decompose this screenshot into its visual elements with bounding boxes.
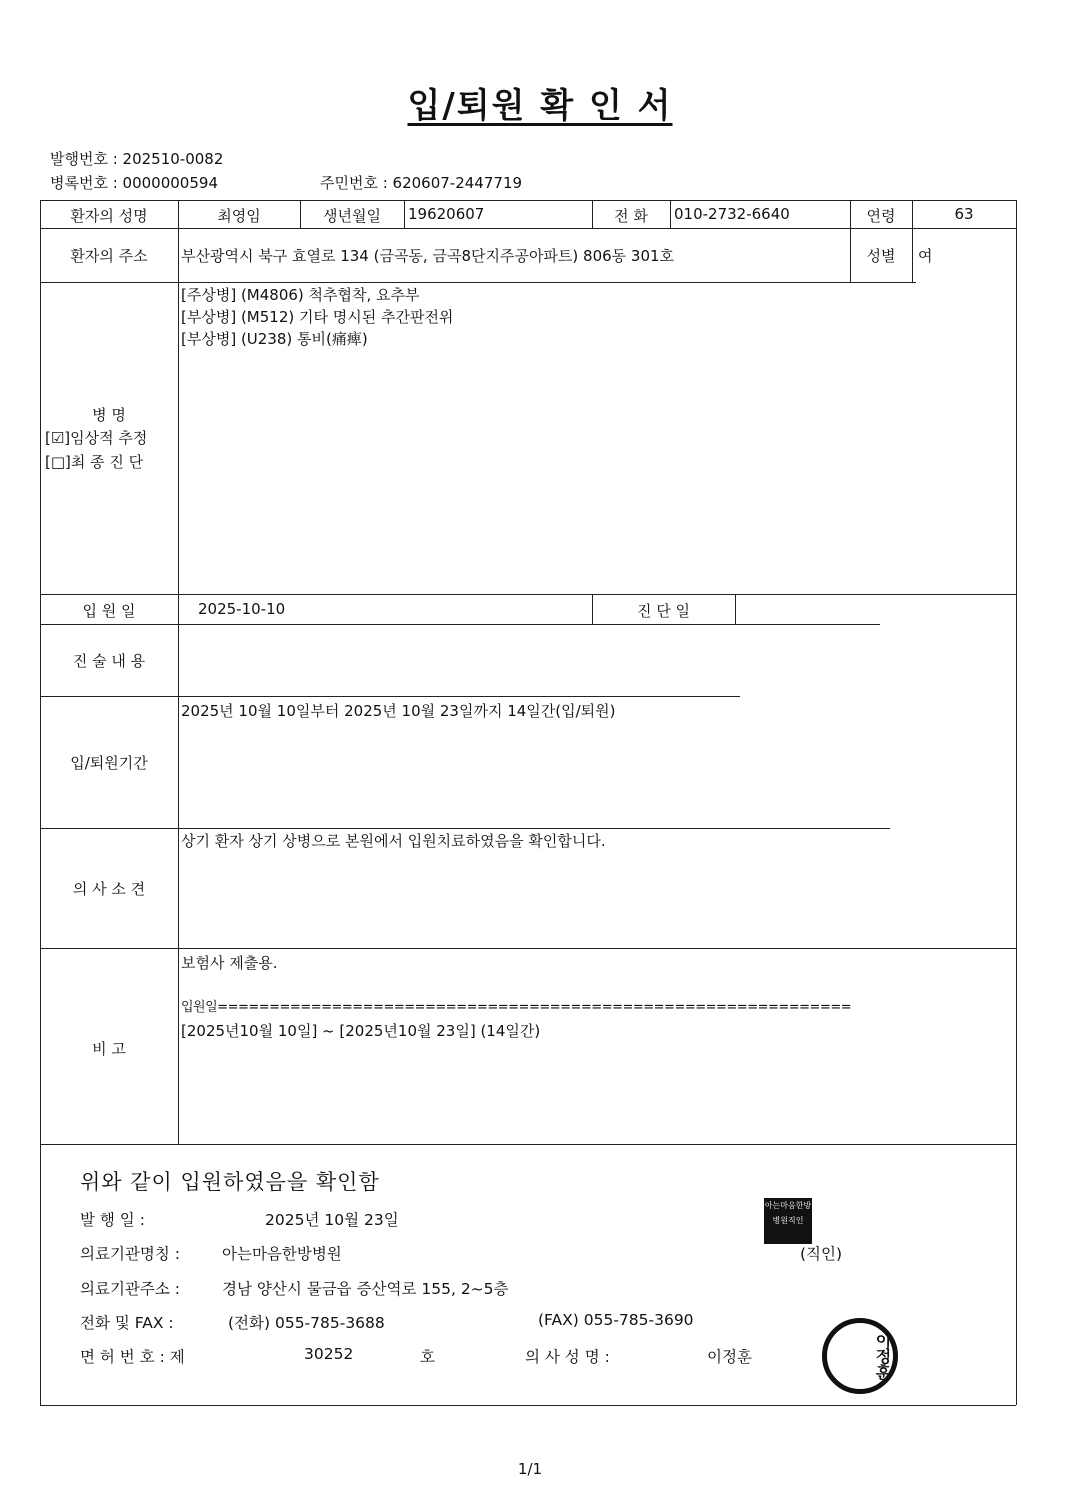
issue-date: 2025년 10월 23일	[265, 1211, 399, 1229]
license-suffix: 호	[420, 1348, 435, 1366]
final-diagnosis-checkbox: [□]최 종 진 단	[45, 453, 144, 471]
opinion-label: 의 사 소 견	[72, 880, 146, 898]
institution-name-label: 의료기관명칭 :	[80, 1245, 180, 1263]
address: 부산광역시 북구 효열로 134 (금곡동, 금곡8단지주공아파트) 806동 301호	[181, 247, 675, 265]
name-label: 환자의 성명	[70, 207, 148, 225]
doctor-seal: 이정훈	[822, 1318, 898, 1394]
birth-date: 19620607	[408, 205, 485, 223]
telephone: (전화) 055-785-3688	[228, 1314, 385, 1332]
confirm-statement: 위와 같이 입원하였음을 확인함	[80, 1170, 380, 1194]
sex-label: 성별	[866, 247, 896, 265]
patient-name: 최영임	[217, 207, 261, 225]
fax: (FAX) 055-785-3690	[538, 1311, 694, 1329]
institution-seal: 아는마음한방병원직인	[764, 1198, 812, 1244]
record-number: 병록번호 : 0000000594	[50, 174, 218, 192]
diagnosis-date-label: 진 단 일	[636, 602, 690, 620]
institution-name: 아는마음한방병원	[222, 1245, 342, 1263]
birth-label: 생년월일	[323, 207, 381, 225]
seal-label: (직인)	[800, 1245, 843, 1263]
license-number: 30252	[304, 1345, 354, 1363]
clinical-estimate-checkbox: [☑]임상적 추정	[45, 429, 148, 447]
address-label: 환자의 주소	[70, 247, 148, 265]
diagnosis-item: [부상병] (M512) 기타 명시된 추간판전위	[181, 308, 454, 326]
age-label: 연령	[866, 207, 896, 225]
opinion: 상기 환자 상기 상병으로 본원에서 입원치료하였음을 확인합니다.	[181, 832, 606, 850]
statement-label: 진 술 내 용	[72, 652, 146, 670]
institution-address: 경남 양산시 물금읍 증산역로 155, 2~5층	[222, 1280, 509, 1298]
remark-line: 보험사 제출용.	[181, 954, 278, 972]
license-label: 면 허 번 호 : 제	[80, 1348, 185, 1366]
resident-number: 주민번호 : 620607-2447719	[320, 174, 523, 192]
institution-address-label: 의료기관주소 :	[80, 1280, 180, 1298]
doctor-name: 이정훈	[707, 1348, 752, 1366]
phone-label: 전 화	[614, 207, 648, 225]
doctor-label: 의 사 성 명 :	[525, 1348, 610, 1366]
page-number: 1/1	[517, 1460, 543, 1478]
period-label: 입/퇴원기간	[70, 754, 148, 772]
document-title: 입/퇴원 확 인 서	[407, 86, 673, 126]
age: 63	[954, 205, 974, 223]
issue-date-label: 발 행 일 :	[80, 1211, 145, 1229]
period: 2025년 10월 10일부터 2025년 10월 23일까지 14일간(입/퇴원)	[181, 702, 616, 720]
remarks-label: 비 고	[92, 1040, 126, 1058]
remark-line: [2025년10월 10일] ~ [2025년10월 23일] (14일간)	[181, 1022, 541, 1040]
diagnosis-item: [부상병] (U238) 통비(痛痺)	[181, 330, 368, 348]
diagnosis-label: 병 명	[92, 406, 126, 424]
admission-label: 입 원 일	[82, 602, 136, 620]
sex: 여	[918, 247, 933, 265]
tel-fax-label: 전화 및 FAX :	[80, 1314, 174, 1332]
remark-line: 입원일=============================================================	[181, 1000, 852, 1015]
diagnosis-item: [주상병] (M4806) 척추협착, 요추부	[181, 286, 420, 304]
issue-number: 발행번호 : 202510-0082	[50, 150, 224, 168]
phone: 010-2732-6640	[674, 205, 790, 223]
admission-date: 2025-10-10	[198, 600, 286, 618]
